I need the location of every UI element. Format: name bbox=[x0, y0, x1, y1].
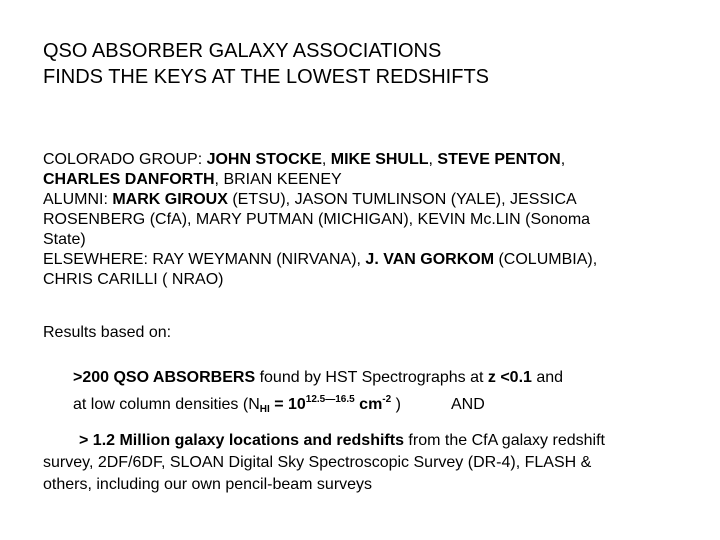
name-gorkom: J. VAN GORKOM bbox=[365, 251, 495, 268]
title-line-1: QSO ABSORBER GALAXY ASSOCIATIONS bbox=[43, 40, 442, 62]
density-unit: cm bbox=[354, 396, 383, 413]
alumni-line1-rest: (ETSU), JASON TUMLINSON (YALE), JESSICA bbox=[227, 191, 577, 208]
item1-line-2 bbox=[73, 389, 713, 421]
separator: , bbox=[428, 151, 438, 168]
item2-line-1 bbox=[43, 430, 693, 452]
name-shull: MIKE SHULL bbox=[330, 151, 429, 168]
name-stocke: JOHN STOCKE bbox=[206, 151, 322, 168]
alumni-line-3: State) bbox=[43, 231, 86, 248]
item2-line-3: others, including our own pencil-beam surveys bbox=[43, 476, 373, 493]
name-penton: STEVE PENTON bbox=[437, 151, 561, 168]
slide-title bbox=[43, 38, 703, 90]
colorado-group bbox=[43, 150, 693, 170]
colorado-rest: , BRIAN KEENEY bbox=[214, 171, 342, 188]
density-eq: = 10 bbox=[269, 396, 306, 413]
results-item-galaxies bbox=[43, 430, 693, 496]
unit-exponent: -2 bbox=[382, 394, 392, 405]
results-label: Results based on: bbox=[43, 324, 172, 341]
name-danforth: CHARLES DANFORTH bbox=[43, 171, 215, 188]
results-item-absorbers bbox=[73, 367, 713, 421]
redshift-limit: z <0.1 bbox=[487, 369, 532, 386]
galaxy-count: > 1.2 Million galaxy locations and redshifts bbox=[79, 432, 404, 449]
credits-block bbox=[43, 150, 693, 290]
separator: , bbox=[560, 151, 566, 168]
item1-text-2: and bbox=[531, 369, 564, 386]
elsewhere bbox=[43, 250, 693, 270]
alumni bbox=[43, 190, 693, 210]
item2-line-2: survey, 2DF/6DF, SLOAN Digital Sky Spectroscopic Survey (DR-4), FLASH & bbox=[43, 454, 592, 471]
title-line-2: FINDS THE KEYS AT THE LOWEST REDSHIFTS bbox=[43, 66, 490, 88]
absorbers-count: >200 QSO ABSORBERS bbox=[73, 369, 256, 386]
item1-text-1: found by HST Spectrographs at bbox=[255, 369, 488, 386]
colorado-label: COLORADO GROUP: bbox=[43, 151, 207, 168]
elsewhere-line-2: CHRIS CARILLI ( NRAO) bbox=[43, 271, 224, 288]
elsewhere-label: ELSEWHERE: RAY WEYMANN (NIRVANA), bbox=[43, 251, 366, 268]
alumni-label: ALUMNI: bbox=[43, 191, 113, 208]
separator: , bbox=[321, 151, 331, 168]
colorado-group-cont bbox=[43, 170, 693, 190]
hi-subscript: HI bbox=[259, 404, 270, 415]
item2-line1-rest: from the CfA galaxy redshift bbox=[403, 432, 605, 449]
item1-line-1 bbox=[73, 367, 713, 389]
elsewhere-line1-rest: (COLUMBIA), bbox=[494, 251, 598, 268]
close-paren: ) bbox=[391, 396, 401, 413]
and-label: AND bbox=[450, 396, 485, 413]
column-density-label: at low column densities (N bbox=[73, 396, 260, 413]
density-exponent: 12.5—16.5 bbox=[305, 394, 355, 405]
name-giroux: MARK GIROUX bbox=[112, 191, 228, 208]
alumni-line-2: ROSENBERG (CfA), MARY PUTMAN (MICHIGAN), KEVIN Mc.LIN (Sonoma bbox=[43, 211, 591, 228]
